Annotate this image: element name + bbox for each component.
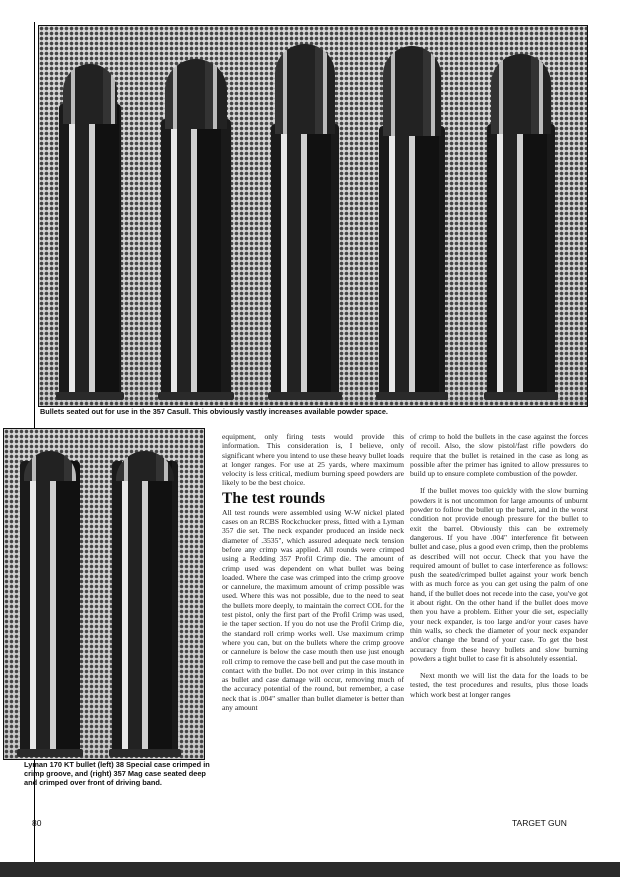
cartridge xyxy=(271,124,339,394)
paragraph: Next month we will list the data for the loads to be tested, the test procedures and results, plus those loads which work best at longer ranges xyxy=(410,671,588,699)
magazine-name: TARGET GUN xyxy=(512,818,567,828)
article-column-1 xyxy=(222,432,404,712)
cartridge xyxy=(112,461,178,751)
scan-edge xyxy=(0,862,620,877)
cartridge xyxy=(20,461,80,751)
section-heading: The test rounds xyxy=(222,489,326,507)
cartridge xyxy=(161,119,231,394)
cartridge xyxy=(59,104,121,394)
paragraph: If the bullet moves too quickly with the slow burning powders it is not uncommon for large amounts of unburnt powder to follow the bullet up the barrel, and in the worst condition not provide enough pressure for the bullet to exit the barrel. Obviously this can be extremely dangerous. If you have .004" interference fit between bullet and case, plus a good even crimp, then the problems as described will not occur. Check that you have the required amount of bullet to case interference as follows: push the seated/crimped bullet against your work bench with as much force as you can get using the palm of one hand, if the bullet does not recede into the case, you've got it about right. On the other hand if the bullet does move then you have a problem. Either your die set, especially your neck expander, is too large and/or your cases have thin walls, so check the diameter of your neck expander and/or change the brand of your case. To get the best accuracy from these heavy bullets and slow burning powders a tight bullet to case fit is absolutely essential. xyxy=(410,486,588,663)
article-column-2 xyxy=(410,432,588,699)
paragraph: All test rounds were assembled using W-W nickel plated cases on an RCBS Rockchucker press, fitted with a Lyman 357 die set. The neck expander produced an inside neck diameter of .3535", which assured adequate neck tension before any crimp was applied. All rounds were crimped using a Redding 357 Profil Crimp die. The amount of crimp used was dependent on what bullet was being loaded. Where the case was crimped into the crimp groove or cannelure, the maximum amount of crimp possible was used. Where this was not possible, due to the need to seat the bullets more deeply, to maintain the correct COL for the test pistol, only the first part of the Profil Crimp was used, ie the taper section. If you do not use the Profil Crimp die, the standard roll crimp works well. Use maximum crimp where you can, but on the bullets where the crimp groove or cannelure is below the case mouth then use just enough roll crimp to remove the case bell and put the case mouth in contact with the bullet. Do not over crimp in this instance as bullet and case damage will occur, removing much of the accuracy potential of the round, but remember, a case neck that is .004" smaller than bullet diameter is better than any amount xyxy=(222,507,404,713)
cartridge xyxy=(487,124,555,394)
paragraph: of crimp to hold the bullets in the case against the forces of recoil. Also, the slow pistol/fast rifle powders do require that the bullet is retained in the case as long as possible after the primer has ignited to allow pressures to build up to ensure complete combustion of the powder. xyxy=(410,432,588,479)
crimp-comparison-photo xyxy=(3,428,205,760)
cartridges-photo xyxy=(38,25,588,407)
paragraph: equipment, only firing tests would provide this information. This consideration is, I believe, only significant where you intend to use these heavy bullet loads at longer ranges. For use at 25 yards, where maximum velocity is less critical, medium burning speed powders are likely to be the best choice. xyxy=(222,432,404,488)
cartridge xyxy=(379,126,445,394)
page-number: 80 xyxy=(32,818,42,828)
top-photo-caption: Bullets seated out for use in the 357 Casull. This obviously vastly increases available powder space. xyxy=(40,407,388,416)
left-photo-caption: Lyman 170 KT bullet (left) 38 Special case crimped in crimp groove, and (right) 357 Mag case seated deep and crimped over front of driving band. xyxy=(24,760,210,788)
